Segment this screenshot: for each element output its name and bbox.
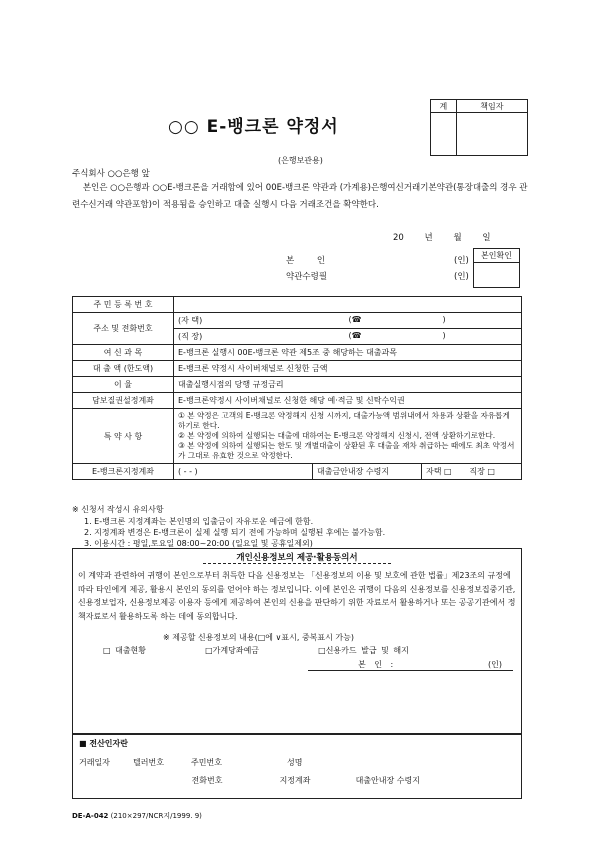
work-address-field[interactable] — [174, 329, 522, 345]
notice-list — [84, 516, 385, 549]
date-year: 년 — [424, 233, 433, 243]
agreement-text — [72, 180, 532, 214]
table-row — [73, 297, 522, 313]
date-day: 일 — [482, 233, 491, 243]
table-row — [73, 393, 522, 409]
designated-account-row — [174, 464, 522, 480]
consent-options — [103, 645, 409, 656]
home-label: (자 택) — [178, 316, 203, 325]
table-row — [73, 361, 522, 377]
notice-item: 1. E-뱅크론 지정계좌는 본인명의 입출금이 자유로운 예금에 한함. — [84, 517, 314, 526]
form-code-id: DE-A-042 — [72, 812, 109, 820]
page-title: ○○ E-뱅크론 약정서 — [168, 117, 339, 137]
office-use-heading: ■ 전산인자란 — [79, 739, 128, 748]
agreement-text-content: 본인은 ○○은행과 ○○E-뱅크론을 거래함에 있어 00E-뱅크론 약관과 (가계용)은행여신거래기본약관(통장대출의 경우 관련수신거래 약관포함)이 적용됨을 승인하고 대출 실행시 다음 거래조건을 확약한다. — [72, 183, 528, 210]
work-checkbox[interactable]: 직장 □ — [469, 467, 495, 476]
table-row — [73, 313, 522, 329]
copy-label: (은행보관용) — [278, 156, 323, 165]
designated-account-label: E-뱅크론지정계좌 — [73, 464, 174, 480]
consent-seal: (인) — [488, 660, 502, 669]
office-use-box — [72, 734, 522, 799]
consent-signature-line — [308, 670, 513, 671]
rrn-label: 주 민 등 록 번 호 — [73, 297, 174, 313]
special-terms-value — [174, 409, 522, 464]
option-loan-status[interactable]: □ 대출현황 — [103, 646, 147, 655]
notice-heading: ※ 신청서 작성시 유의사항 — [72, 505, 164, 514]
consent-box — [72, 548, 522, 734]
office-field-label: 거래일자 — [79, 758, 110, 767]
work-phone-close: ) — [442, 331, 446, 340]
id-check-box — [473, 248, 520, 288]
rate-value: 대출실행시점의 당행 규정금리 — [174, 377, 522, 393]
office-field-label: 텔러번호 — [133, 758, 164, 767]
work-label: (직 장) — [178, 332, 203, 341]
approval-col-staff: 계 — [431, 100, 457, 113]
table-row — [73, 464, 522, 480]
home-phone-close: ) — [442, 315, 446, 324]
office-field-label: 전화번호 — [191, 776, 223, 785]
form-code — [72, 811, 202, 821]
office-field-label: 지정계좌 — [279, 776, 311, 785]
collateral-label: 담보질권설정계좌 — [73, 393, 174, 409]
collateral-value: E-뱅크론약정시 사이버채널로 신청한 해당 예·적금 및 신탁수익권 — [174, 393, 522, 409]
approval-sign-manager — [456, 113, 527, 156]
option-credit-card[interactable]: □신용카드 발급 및 해지 — [318, 646, 409, 655]
approval-col-manager: 책임자 — [456, 100, 527, 113]
home-phone-open: (☎ — [348, 315, 362, 324]
notice-item: 2. 지정계좌 변경은 E-뱅크론이 실제 실행 되기 전에 가능하며 실행된 후에는 불가능함. — [84, 528, 386, 537]
table-row — [73, 345, 522, 361]
special-terms-label: 특 약 사 항 — [73, 409, 174, 464]
option-checking-deposit[interactable]: □가계당좌예금 — [205, 646, 260, 655]
product-value: E-뱅크론 실행시 00E-뱅크론 약관 제5조 중 해당하는 대출과목 — [174, 345, 522, 361]
special-term-2: ② 본 약정에 의하여 실행되는 대출에 대하여는 E-뱅크론 약정해지 신청시, 전액 상환하기로한다. — [178, 431, 496, 440]
table-row — [73, 409, 522, 464]
terms-table — [72, 296, 522, 480]
guide-receipt-label: 대출금안내장 수령지 — [313, 464, 422, 479]
special-term-1: ① 본 약정은 고객의 E-뱅크론 약정해지 신청 시까지, 대출가능액 범위내에서 차용과 상환을 자유롭게 하기로 한다. — [178, 411, 510, 430]
home-checkbox[interactable]: 자택 □ — [426, 467, 452, 476]
office-field-label: 대출안내장 수령지 — [355, 776, 420, 785]
consent-title-divider — [203, 563, 391, 564]
office-field-label: 주민번호 — [191, 758, 222, 767]
amount-label: 대 출 액 (한도액) — [73, 361, 174, 377]
consent-options-heading: ※ 제공할 신용정보의 내용(□에 ∨표시, 중복표시 가능) — [163, 633, 354, 642]
special-term-3: ③ 본 약정에 의하여 실행되는 한도 및 개별대출이 상환된 후 대출을 재차 취급하는 때에도 최초 약정서가 그대로 유효한 것으로 약정한다. — [178, 441, 515, 460]
rrn-field[interactable] — [174, 297, 522, 313]
signer-seal: (인) — [454, 256, 469, 266]
receipt-label: 약관수령필 — [286, 272, 328, 282]
date-line — [393, 231, 491, 243]
approval-box — [430, 99, 528, 156]
consent-signer-label: 본 인 : — [358, 660, 397, 669]
date-year-prefix: 20 — [393, 233, 404, 243]
approval-sign-staff — [431, 113, 457, 156]
notice-item: 3. 이용시간 : 평일,토요일 08:00~20:00 (일요일 및 공휴일제외) — [84, 539, 313, 548]
office-row-2 — [79, 775, 420, 786]
guide-receipt-options — [422, 464, 522, 479]
amount-value: E-뱅크론 약정시 사이버채널로 신청한 금액 — [174, 361, 522, 377]
form-code-spec: (210×297/NCR지/1999. 9) — [110, 812, 202, 820]
signer-label: 본 인 — [286, 256, 336, 266]
consent-body: 이 계약과 관련하여 귀행이 본인으로부터 취득한 다음 신용정보는 「신용정보의 이용 및 보호에 관한 법률」제23조의 규정에 따라 타인에게 제공, 활용시 본인의 동의를 얻어야 하는 정보입니다. 이에 본인은 귀행이 다음의 신용정보를 신용정보집중기관, 신용정보업자, 신용정보제공 이용자 등에게 제공하여 본인의 신용을 판단하기 위한 자료로서 활용하거나 또는 공공기관에서 정책자료로서 활용하도록 하는 데에 동의합니다. — [78, 571, 516, 621]
product-label: 여 신 과 목 — [73, 345, 174, 361]
table-row — [73, 377, 522, 393]
id-check-label: 본인확인 — [474, 249, 519, 263]
receipt-seal: (인) — [454, 272, 469, 282]
address-label: 주소 및 전화번호 — [73, 313, 174, 345]
designated-account-field[interactable]: ( - - ) — [174, 464, 313, 479]
rate-label: 이 율 — [73, 377, 174, 393]
work-phone-open: (☎ — [348, 331, 362, 340]
office-field-label: 성명 — [287, 758, 303, 767]
date-month: 월 — [453, 233, 462, 243]
office-row-1 — [79, 757, 303, 768]
addressee: 주식회사 ○○은행 앞 — [72, 169, 150, 179]
consent-title: 개인신용정보의 제공·활용동의서 — [236, 553, 358, 563]
home-address-field[interactable] — [174, 313, 522, 329]
